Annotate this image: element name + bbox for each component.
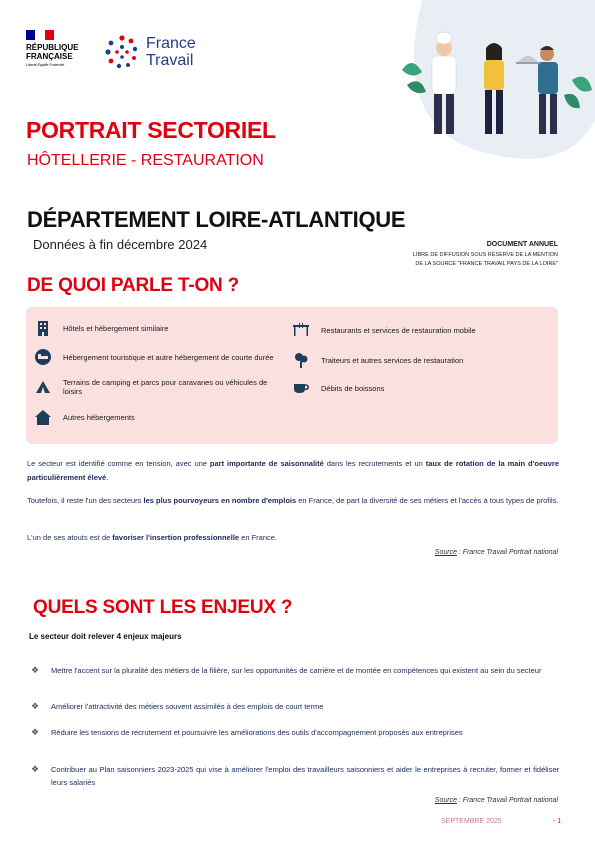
- activity-item-restaurants: Restaurants et services de restauration mobile: [292, 321, 542, 339]
- activity-item-bars: Débits de boissons: [292, 379, 542, 397]
- challenge-item: ❖ Mettre l'accent sur la pluralité des métiers de la filière, sur les opportunités de carrière et de montée en compétences qui existent au sein du secteur: [31, 665, 542, 675]
- source-note-1: Source : France Travail Portrait national: [434, 549, 558, 556]
- republique-motto: Liberté Égalité Fraternité: [26, 63, 65, 67]
- activity-item-hotels: Hôtels et hébergement similaire: [34, 319, 274, 337]
- hospitality-staff-illustration: [392, 0, 595, 162]
- france-travail-dots-icon: [104, 34, 140, 70]
- france-travail-logo: [104, 34, 196, 70]
- department-title: DÉPARTEMENT LOIRE-ATLANTIQUE: [27, 207, 406, 232]
- document-type-label: DOCUMENT ANNUEL: [486, 241, 558, 248]
- paragraph-insertion: L'un de ses atouts est de favoriser l'insertion professionnelle en France.: [27, 533, 278, 542]
- paragraph-employment: Toutefois, il reste l'un des secteurs les plus pourvoyeurs en nombre d'emplois en France, de part la diversité de ses métiers et l'accès à tous types de profils.: [27, 496, 559, 505]
- challenges-lead: Le secteur doit relever 4 enjeux majeurs: [29, 632, 182, 641]
- cup-icon: [292, 379, 310, 397]
- house-icon: [34, 408, 52, 426]
- hotel-icon: [34, 319, 52, 337]
- page-number: - 1: [553, 818, 562, 825]
- sector-activities-box: [26, 307, 558, 444]
- republique-francaise-logo: [26, 30, 96, 67]
- bed-icon: [34, 348, 52, 366]
- republique-line2: FRANÇAISE: [26, 52, 73, 61]
- activity-item-camping: Terrains de camping et parcs pour caravanes ou véhicules de loisirs: [34, 378, 274, 396]
- activity-item-other: Autres hébergements: [34, 408, 274, 426]
- activity-item-short-stay: Hébergement touristique et autre hébergement de courte durée: [34, 348, 274, 366]
- footer-date: SEPTEMBRE 2025: [441, 818, 502, 825]
- section-heading-challenges: QUELS SONT LES ENJEUX ?: [33, 597, 293, 618]
- paragraph-tension: Le secteur est identifié comme en tension, avec une part importante de saisonnalité dans les recrutements et un taux de rotation de la main d'oeuvre particulièrement élevé.: [27, 459, 560, 482]
- data-date: Données à fin décembre 2024: [33, 237, 208, 252]
- challenge-item: ❖ Améliorer l'attractivité des métiers souvent assimilés à des emplois de court terme: [31, 701, 324, 711]
- tent-icon: [34, 378, 52, 396]
- diamond-bullet-icon: ❖: [31, 764, 40, 774]
- caterer-icon: [292, 351, 310, 369]
- section-heading-what: DE QUOI PARLE T-ON ?: [27, 275, 240, 296]
- sector-subtitle: HÔTELLERIE - RESTAURATION: [27, 152, 264, 169]
- diamond-bullet-icon: ❖: [31, 701, 40, 711]
- diamond-bullet-icon: ❖: [31, 727, 40, 737]
- restaurant-icon: [292, 321, 310, 339]
- activity-item-caterers: Traiteurs et autres services de restauration: [292, 351, 542, 369]
- diamond-bullet-icon: ❖: [31, 665, 40, 675]
- challenge-item: ❖ Réduire les tensions de recrutement et poursuivre les améliorations des outils d'accompagnement proposés aux entreprises: [31, 727, 463, 737]
- challenge-item: ❖ Contribuer au Plan saisonniers 2023-2025 qui vise à améliorer l'emploi des travailleurs saisonniers et aider le entreprises à recruter, former et fidéliser leurs salariés: [31, 764, 559, 787]
- source-note-2: Source : France Travail Portrait national: [434, 797, 558, 804]
- republique-line1: RÉPUBLIQUE: [26, 43, 79, 52]
- france-travail-text: France Travail: [146, 35, 196, 69]
- page-title: PORTRAIT SECTORIEL: [26, 117, 276, 143]
- distribution-note: LIBRE DE DIFFUSION SOUS RÉSERVE DE LA MENTION DE LA SOURCE "FRANCE TRAVAIL PAYS DE LA LOIRE": [412, 252, 558, 267]
- french-flag-icon: [26, 30, 54, 40]
